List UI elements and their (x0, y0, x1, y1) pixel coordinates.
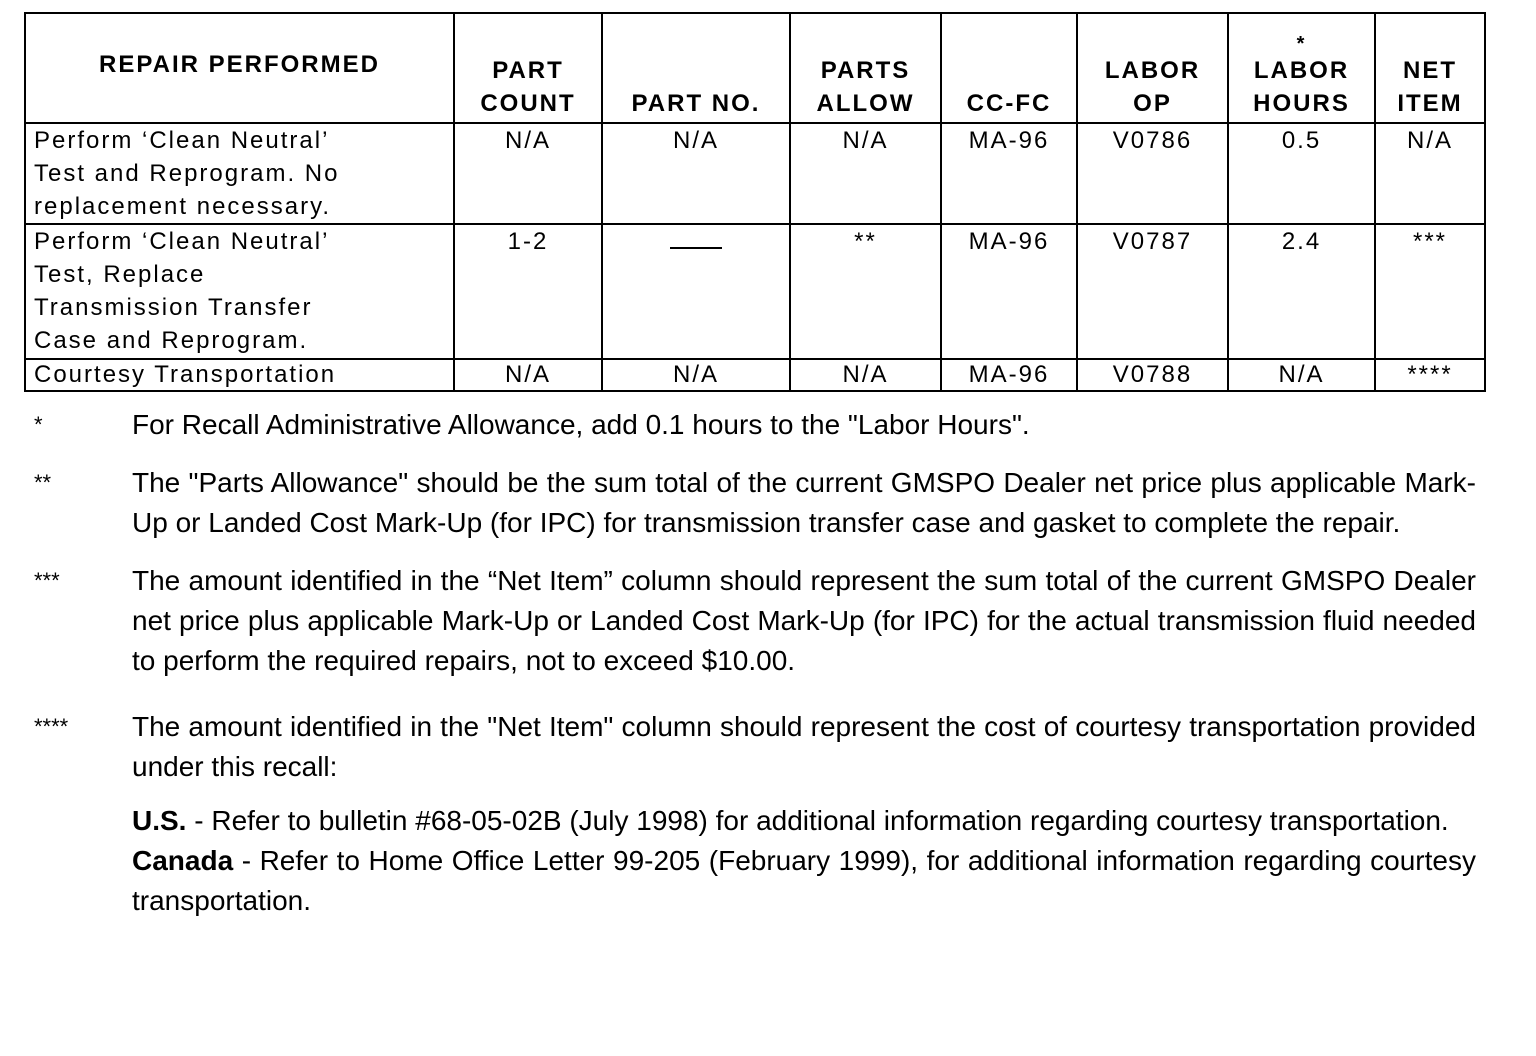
table-row (25, 123, 1485, 224)
us-label: U.S. (132, 805, 187, 836)
footnote-marker: *** (34, 568, 60, 593)
cell-parts-allow: N/A (790, 123, 941, 224)
footnote-text: The "Parts Allowance" should be the sum total of the current GMSPO Dealer net price plus applicable Mark-Up or Landed Cost Mark-Up (for IPC) for transmission transfer case and gasket to complete the repair. (132, 467, 1476, 538)
us-text: - Refer to bulletin #68-05-02B (July 1998) for additional information regarding courtesy transportation. (186, 805, 1449, 836)
footnote-marker: * (34, 412, 43, 437)
cell-repair-performed: Perform ‘Clean Neutral’ Test, Replace Transmission Transfer Case and Reprogram. (25, 224, 454, 359)
cell-cc-fc: MA-96 (941, 224, 1077, 359)
cell-labor-hours: 0.5 (1228, 123, 1375, 224)
cell-net-item: N/A (1375, 123, 1485, 224)
cell-labor-hours: 2.4 (1228, 224, 1375, 359)
footnote-text: For Recall Administrative Allowance, add 0.1 hours to the "Labor Hours". (132, 409, 1030, 440)
footnote-marker: **** (34, 714, 69, 739)
footnote-text: The amount identified in the “Net Item” column should represent the sum total of the current GMSPO Dealer net price plus applicable Mark-Up or Landed Cost Mark-Up (for IPC) for the actual transmission fluid needed to perform the required repairs, not to exceed $10.00. (132, 565, 1476, 676)
table-row (25, 224, 1485, 359)
footnote-marker: ** (34, 470, 52, 495)
header-cc-fc: CC-FC (941, 13, 1077, 123)
cell-part-count: 1-2 (454, 224, 602, 359)
footnote-3 (34, 561, 1476, 681)
cell-parts-allow: N/A (790, 359, 941, 391)
canada-text: - Refer to Home Office Letter 99-205 (February 1999), for additional information regarding courtesy transportation. (132, 845, 1476, 916)
footnote-2 (34, 463, 1476, 543)
cell-part-no: N/A (602, 359, 790, 391)
header-labor-op: LABOR OP (1077, 13, 1228, 123)
cell-part-no (602, 224, 790, 359)
table-header-row (25, 13, 1485, 123)
cell-net-item: *** (1375, 224, 1485, 359)
canada-reference (132, 841, 1476, 921)
blank-part-number-line (670, 231, 722, 249)
cell-part-count: N/A (454, 359, 602, 391)
cell-cc-fc: MA-96 (941, 359, 1077, 391)
cell-labor-op: V0786 (1077, 123, 1228, 224)
cell-labor-op: V0787 (1077, 224, 1228, 359)
cell-repair-performed: Courtesy Transportation (25, 359, 454, 391)
header-parts-allow: PARTS ALLOW (790, 13, 941, 123)
cell-net-item: **** (1375, 359, 1485, 391)
footnote-4 (34, 707, 1476, 787)
cell-labor-op: V0788 (1077, 359, 1228, 391)
cell-part-no: N/A (602, 123, 790, 224)
cell-cc-fc: MA-96 (941, 123, 1077, 224)
cell-repair-performed: Perform ‘Clean Neutral’ Test and Reprogram. No replacement necessary. (25, 123, 454, 224)
labor-hours-footnote-marker: * (1296, 33, 1307, 55)
labor-operations-table (24, 12, 1486, 392)
footnote-text: The amount identified in the "Net Item" column should represent the cost of courtesy transportation provided under this recall: (132, 711, 1476, 782)
header-labor-hours: * LABOR HOURS (1228, 13, 1375, 123)
footnotes (34, 405, 1476, 921)
canada-label: Canada (132, 845, 234, 876)
cell-part-count: N/A (454, 123, 602, 224)
header-part-count: PART COUNT (454, 13, 602, 123)
header-part-no: PART NO. (602, 13, 790, 123)
cell-parts-allow: ** (790, 224, 941, 359)
header-net-item: NET ITEM (1375, 13, 1485, 123)
table-row (25, 359, 1485, 391)
cell-labor-hours: N/A (1228, 359, 1375, 391)
footnote-1 (34, 405, 1476, 445)
header-repair-performed: REPAIR PERFORMED (25, 13, 454, 123)
us-reference (132, 801, 1476, 841)
courtesy-transportation-references (132, 801, 1476, 921)
